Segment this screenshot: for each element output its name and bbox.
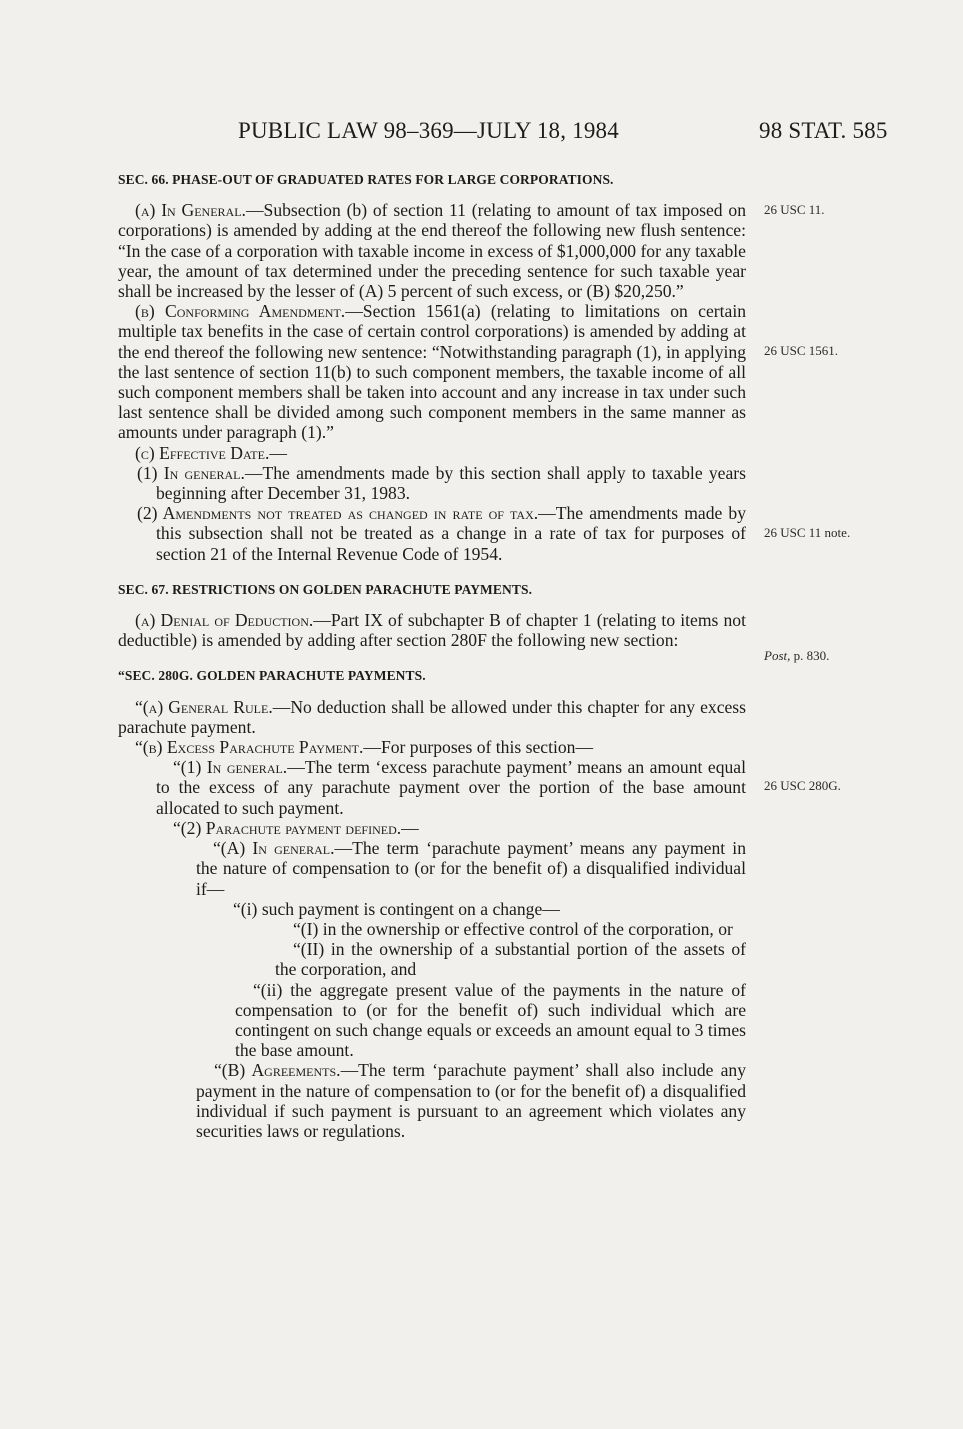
sec280g-a-text: —No deduction shall be allowed under this chapter for any excess parachute payment. bbox=[118, 696, 746, 737]
sec66-b-text: —Section 1561(a) (relating to limitations on certain multiple tax benefits in the case of certain control corporations) is amended by adding at the end thereof the following new sentence: “Notwithstanding paragraph (1), in applying the last sentence of section 11(b) to such component members, the taxable income of all such component members shall be taken into account and any increase in tax under such last sentence shall be divided among such component members in the same manner as amounts under paragraph (1).” bbox=[118, 301, 747, 443]
sec280g-b-text: —For purposes of this section— bbox=[363, 737, 594, 758]
sec280g-b1-text: —The term ‘excess parachute payment’ means an amount equal to the excess of any parachute payment over the portion of the base amount allocated to such payment. bbox=[156, 757, 746, 818]
sec66-subsection-c bbox=[118, 443, 746, 463]
sec66-subsection-a bbox=[118, 200, 746, 301]
margin-note-26usc1561: 26 USC 1561. bbox=[764, 343, 839, 358]
sec66-c-lead: (c) Effective Date. bbox=[135, 442, 270, 463]
sec66-b-lead: (b) Conforming Amendment. bbox=[135, 301, 346, 322]
sec280g-subsection-a bbox=[118, 697, 746, 737]
sec280g-a-lead: “(a) General Rule. bbox=[135, 696, 273, 717]
section-66-heading: SEC. 66. PHASE-OUT OF GRADUATED RATES FOR LARGE CORPORATIONS. bbox=[118, 172, 614, 187]
sec280g-b-paragraph-2 bbox=[118, 818, 746, 838]
margin-note-post-rest: p. 830. bbox=[790, 648, 830, 663]
sec280g-b2-lead: “(2) Parachute payment defined. bbox=[173, 817, 402, 838]
section-67-heading: SEC. 67. RESTRICTIONS ON GOLDEN PARACHUTE PAYMENTS. bbox=[118, 581, 533, 597]
sec280g-subclause-I: “(I) in the ownership or effective control of the corporation, or bbox=[293, 918, 733, 939]
sec66-c-text: — bbox=[269, 442, 287, 463]
sec67-subsection-a bbox=[118, 610, 746, 650]
sec280g-A-lead: “(A) In general. bbox=[213, 838, 335, 859]
sec66-subsection-b bbox=[118, 301, 746, 442]
sec67-a-lead: (a) Denial of Deduction. bbox=[135, 610, 314, 631]
sec67-a-text: —Part IX of subchapter B of chapter 1 (relating to items not deductible) is amended by adding after section 280F the following new section: bbox=[118, 610, 746, 651]
margin-note-26usc280g: 26 USC 280G. bbox=[764, 778, 841, 793]
section-280g-heading: “SEC. 280G. GOLDEN PARACHUTE PAYMENTS. bbox=[118, 668, 426, 684]
sec280g-clause-i: “(i) such payment is contingent on a change— bbox=[233, 898, 560, 919]
margin-note-post-italic: Post, bbox=[764, 648, 791, 663]
sec66-c1-text: —The amendments made by this section shall apply to taxable years beginning after December 31, 1983. bbox=[156, 462, 746, 504]
sec66-c-paragraph-2 bbox=[118, 503, 746, 564]
sec280g-subsection-b bbox=[118, 737, 746, 757]
sec280g-B-lead: “(B) Agreements. bbox=[214, 1060, 341, 1081]
page-header bbox=[0, 118, 963, 150]
sec66-a-lead: (a) In General. bbox=[135, 200, 246, 221]
statute-page-number: 98 STAT. 585 bbox=[759, 118, 888, 143]
sec280g-subclause-II: “(II) in the ownership of a substantial portion of the assets of the corporation, and bbox=[275, 939, 746, 980]
sec280g-b2-text: — bbox=[401, 817, 419, 838]
sec280g-b1-lead: “(1) In general. bbox=[173, 757, 288, 778]
sec66-c-paragraph-1 bbox=[118, 463, 746, 503]
sec66-a-text: —Subsection (b) of section 11 (relating to amount of tax imposed on corporations) is amended by adding at the end thereof the following new flush sentence: “In the case of a corporation with taxable income in excess of $1,000,000 for any taxable year, the amount of tax determined under the preceding sentence for such taxable year shall be increased by the lesser of (A) 5 percent of such excess, or (B) $20,250.” bbox=[118, 200, 746, 302]
margin-note-26usc11-note: 26 USC 11 note. bbox=[764, 525, 851, 540]
sec280g-B-text: —The term ‘parachute payment’ shall also include any payment in the nature of compensation to (or for the benefit of) a disqualified individual if such payment is pursuant to an agreement which violates any securities laws or regulations. bbox=[196, 1060, 746, 1141]
sec280g-A-text: —The term ‘parachute payment’ means any payment in the nature of compensation to (or for the benefit of) a disqualified individual if— bbox=[196, 838, 746, 899]
margin-note-26usc11: 26 USC 11. bbox=[764, 202, 825, 217]
margin-note-post-p830 bbox=[764, 648, 829, 664]
sec66-c2-text: —The amendments made by this subsection shall not be treated as a change in a rate of tax for purposes of section 21 of the Internal Revenue Code of 1954. bbox=[156, 503, 746, 564]
sec280g-subparagraph-A bbox=[118, 838, 746, 899]
sec280g-b-paragraph-1 bbox=[118, 757, 746, 818]
sec280g-clause-ii: “(ii) the aggregate present value of the payments in the nature of compensation to (or for the benefit of) such individual which are contingent on such change equals or exceeds an amount equal to 3 times the base amount. bbox=[235, 979, 746, 1061]
document-body bbox=[118, 170, 746, 1141]
sec280g-subparagraph-B bbox=[118, 1060, 746, 1141]
sec66-c2-lead: (2) Amendments not treated as changed in rate of tax. bbox=[137, 503, 539, 524]
sec280g-b-lead: “(b) Excess Parachute Payment. bbox=[135, 737, 364, 758]
page-title: PUBLIC LAW 98–369—JULY 18, 1984 bbox=[238, 118, 619, 143]
sec66-c1-lead: (1) In general. bbox=[137, 462, 245, 483]
